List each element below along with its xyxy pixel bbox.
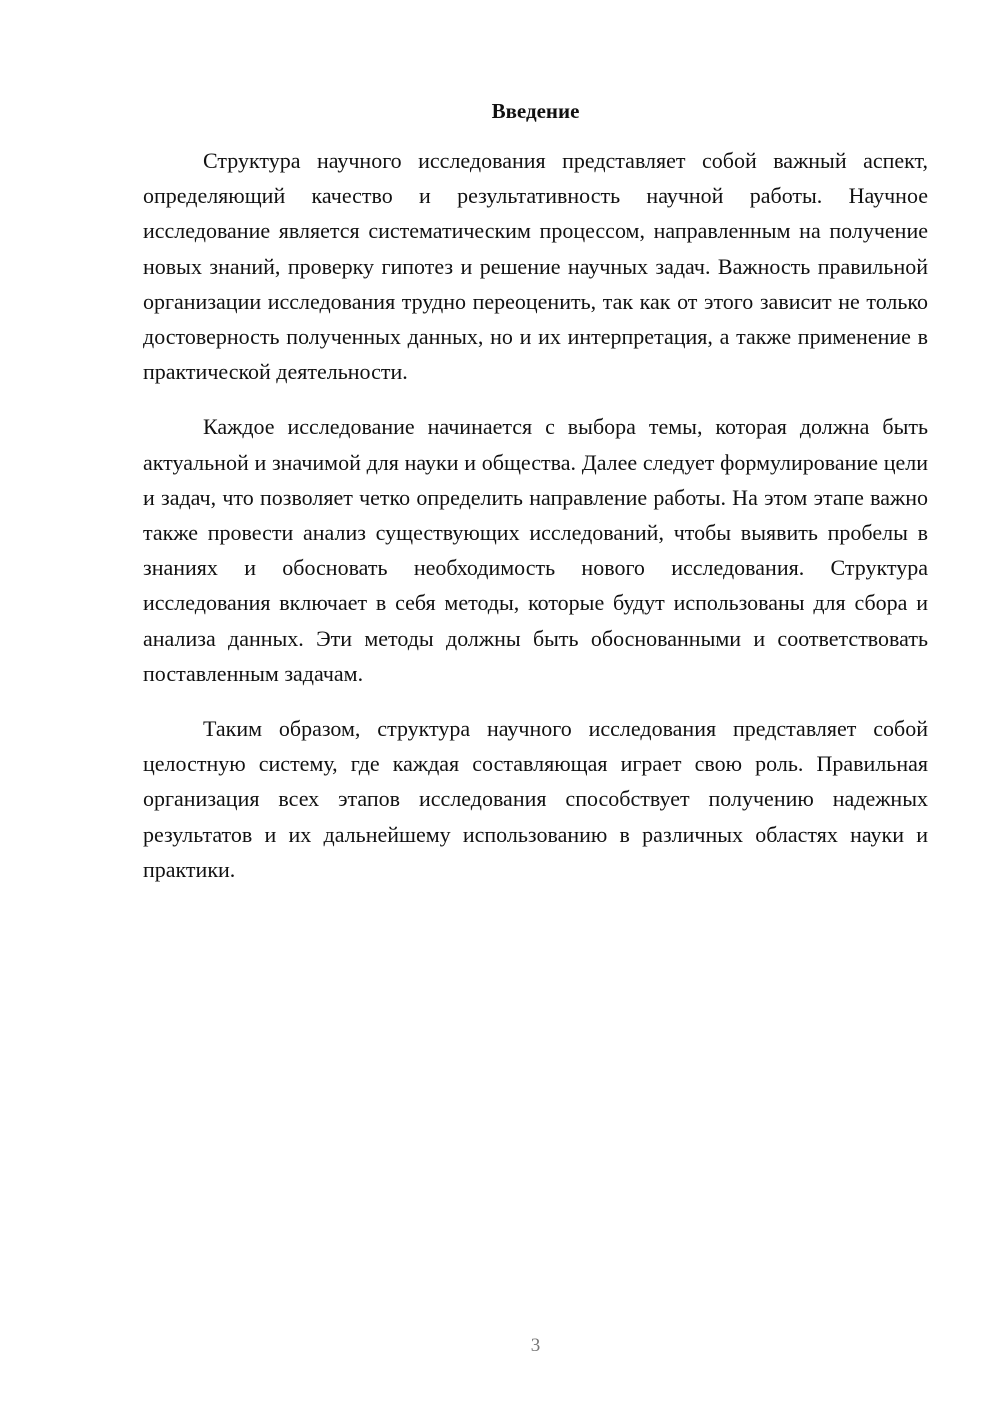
paragraph-2: Каждое исследование начинается с выбора темы, которая должна быть актуальной и значимой для науки и общества. Далее следует формулирование цели и задач, что позволяет четко определить направление работы. На этом этапе важно также провести анализ существующих исследований, чтобы выявить пробелы в знаниях и обосновать необходимость нового исследования. Структура исследования включает в себя методы, которые будут использованы для сбора и анализа данных. Эти методы должны быть обоснованными и соответствовать поставленным задачам. [143,414,928,686]
section-heading: Введение [491,99,580,123]
page-number: 3 [530,1335,541,1356]
paragraph-1: Структура научного исследования представляет собой важный аспект, определяющий качество и результативность научной работы. Научное исследование является систематическим процессом, направленным на получение новых знаний, проверку гипотез и решение научных задач. Важность правильной организации исследования трудно переоценить, так как от этого зависит не только достоверность полученных данных, но и их интерпретация, а также применение в практической деятельности. [143,148,928,385]
body-text [143,143,928,907]
paragraph-3: Таким образом, структура научного исследования представляет собой целостную систему, где каждая составляющая играет свою роль. Правильная организация всех этапов исследования способствует получению надежных результатов и их дальнейшему использованию в различных областях науки и практики. [143,716,928,882]
